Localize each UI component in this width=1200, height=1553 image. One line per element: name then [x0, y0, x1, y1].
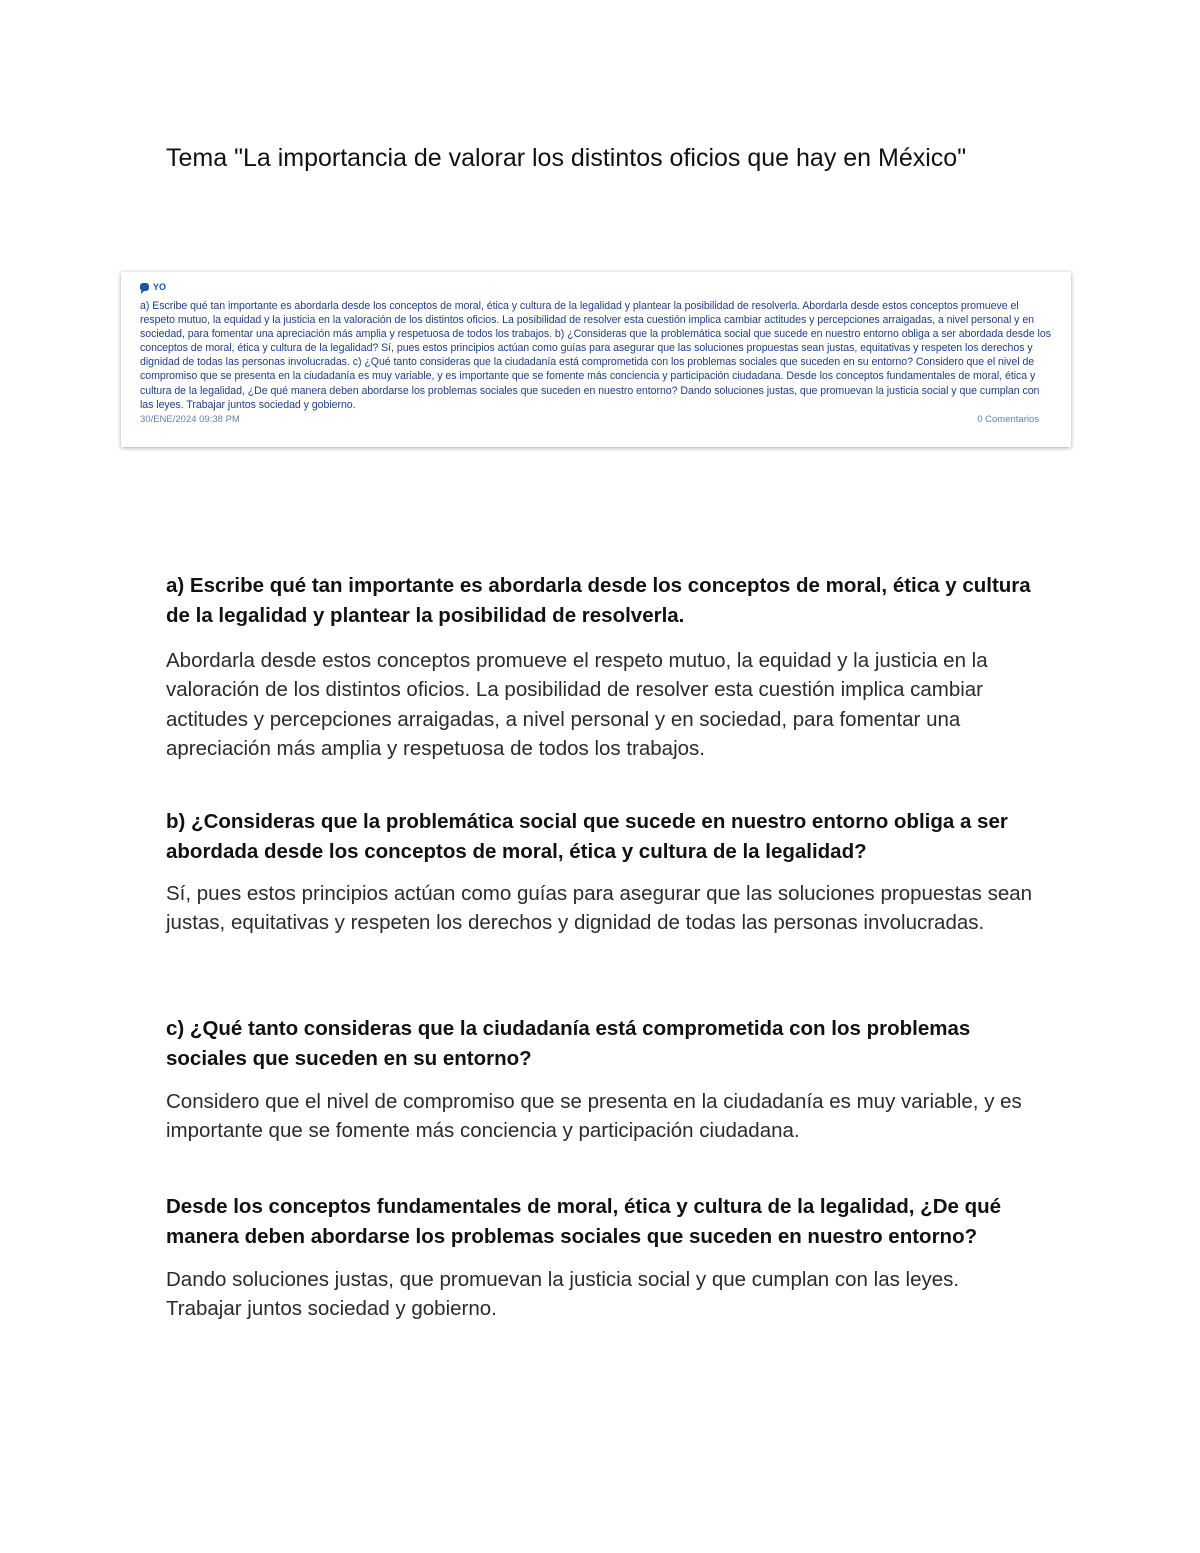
section-c — [166, 1014, 1036, 1146]
comment-card — [121, 272, 1071, 447]
comments-count-link[interactable]: 0 Comentarios — [977, 413, 1039, 425]
comment-author-row — [140, 279, 1053, 295]
question-a: a) Escribe qué tan importante es abordarla desde los conceptos de moral, ética y cultura de la legalidad y plantear la posibilidad de resolverla. — [166, 574, 1031, 627]
document-title: Tema "La importancia de valorar los distintos oficios que hay en México" — [166, 144, 967, 172]
comment-body: a) Escribe qué tan importante es abordarla desde los conceptos de moral, ética y cultura de la legalidad y plantear la posibilidad de resolverla. Abordarla desde estos conceptos promueve el respeto mutuo, la equidad y la justicia en la valoración de los distintos oficios. La posibilidad de resolver esta cuestión implica cambiar actitudes y percepciones arraigadas, a nivel personal y en sociedad, para fomentar una apreciación más amplia y respetuosa de todos los trabajos. b) ¿Consideras que la problemática social que sucede en nuestro entorno obliga a ser abordada desde los conceptos de moral, ética y cultura de la legalidad? Sí, pues estos principios actúan como guías para asegurar que las soluciones propuestas sean justas, equitativas y respeten los derechos y dignidad de todas las personas involucradas. c) ¿Qué tanto consideras que la ciudadanía está comprometida con los problemas sociales que suceden en su entorno? Considero que el nivel de compromiso que se presenta en la ciudadanía es muy variable, y es importante que se fomente más conciencia y participación ciudadana. Desde los conceptos fundamentales de moral, ética y cultura de la legalidad, ¿De qué manera deben abordarse los problemas sociales que suceden en nuestro entorno? Dando soluciones justas, que promuevan la justicia social y que cumplan con las leyes. Trabajar juntos sociedad y gobierno. — [140, 300, 1051, 411]
question-d: Desde los conceptos fundamentales de moral, ética y cultura de la legalidad, ¿De qué manera deben abordarse los problemas sociales que suceden en nuestro entorno? — [166, 1195, 1002, 1248]
question-c: c) ¿Qué tanto consideras que la ciudadanía está comprometida con los problemas sociales que suceden en su entorno? — [166, 1017, 971, 1070]
section-d — [166, 1192, 1036, 1324]
answer-c: Considero que el nivel de compromiso que se presenta en la ciudadanía es muy variable, y es importante que se fomente más conciencia y participación ciudadana. — [166, 1090, 1022, 1143]
comment-author: YO — [153, 282, 167, 292]
chat-bubble-icon — [140, 283, 149, 291]
section-a — [166, 571, 1036, 764]
comment-footer — [140, 414, 1053, 425]
answer-b: Sí, pues estos principios actúan como guías para asegurar que las soluciones propuestas sean justas, equitativas y respeten los derechos y dignidad de todas las personas involucradas. — [166, 882, 1033, 935]
section-b — [166, 807, 1036, 938]
question-b: b) ¿Consideras que la problemática social que sucede en nuestro entorno obliga a ser abordada desde los conceptos de moral, ética y cultura de la legalidad? — [166, 810, 1008, 863]
comment-timestamp: 30/ENE/2024 09:38 PM — [140, 413, 240, 425]
answer-a: Abordarla desde estos conceptos promueve el respeto mutuo, la equidad y la justicia en la valoración de los distintos oficios. La posibilidad de resolver esta cuestión implica cambiar actitudes y percepciones arraigadas, a nivel personal y en sociedad, para fomentar una apreciación más amplia y respetuosa de todos los trabajos. — [166, 649, 988, 761]
answer-d: Dando soluciones justas, que promuevan la justicia social y que cumplan con las leyes. Trabajar juntos sociedad y gobierno. — [166, 1268, 960, 1321]
